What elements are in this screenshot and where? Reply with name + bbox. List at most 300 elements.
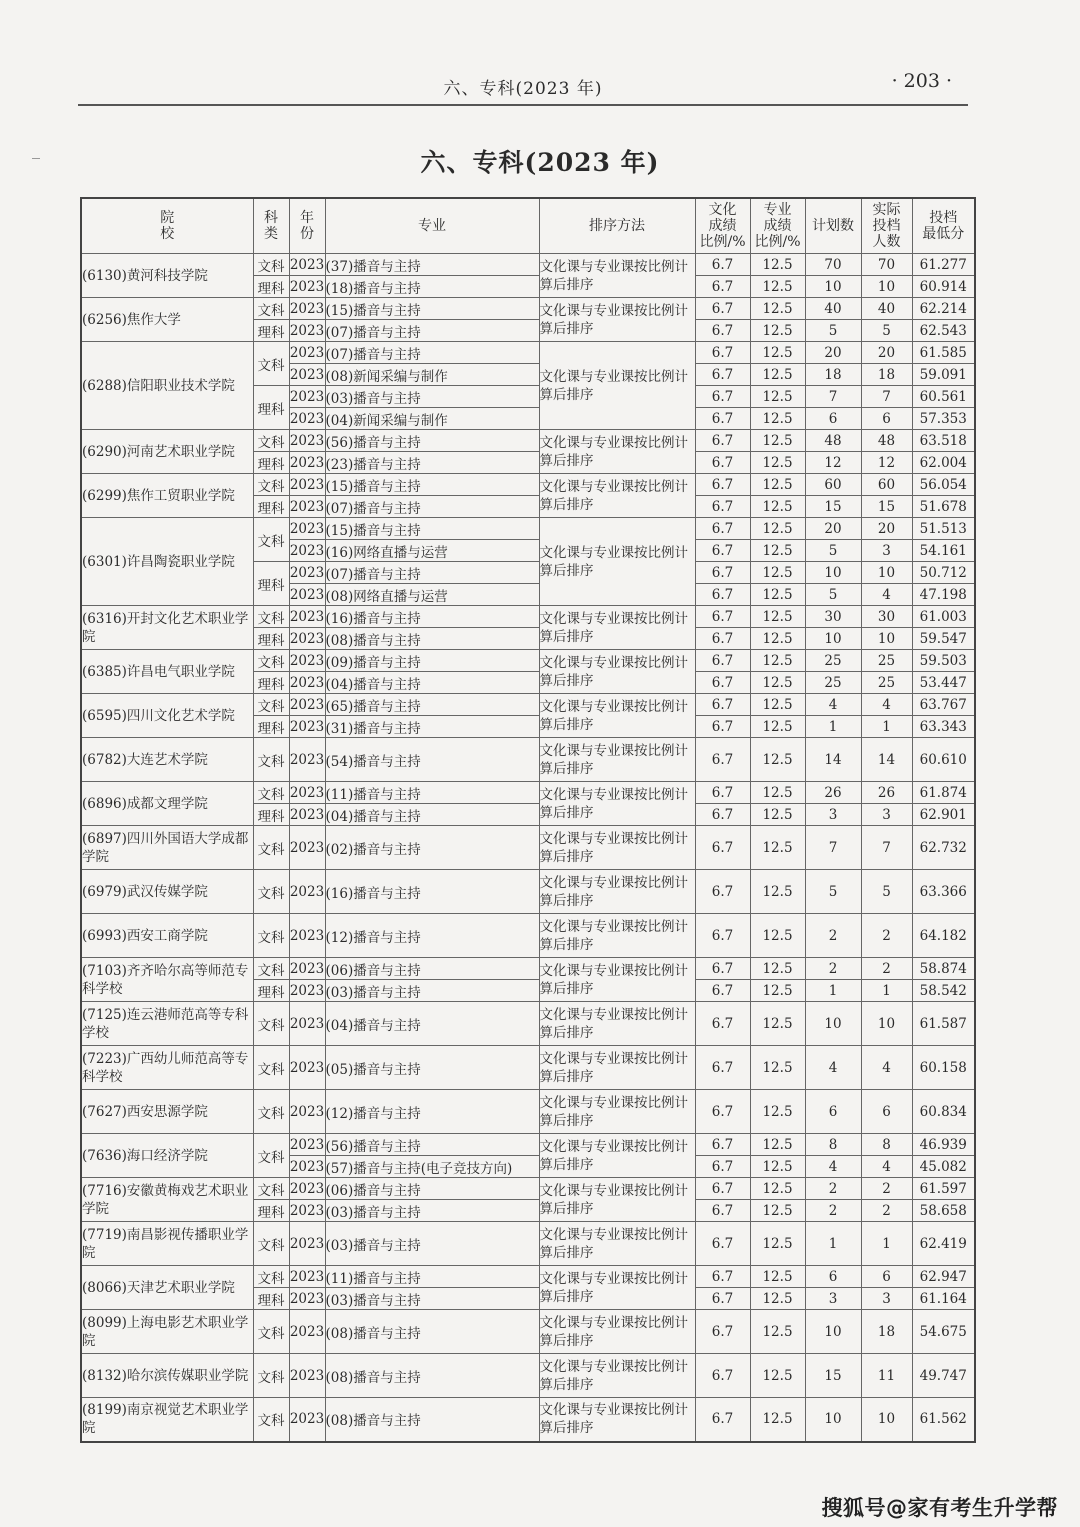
plan-count-cell: 1 bbox=[805, 716, 861, 738]
table-row bbox=[81, 518, 975, 540]
major-ratio-cell: 12.5 bbox=[750, 562, 805, 584]
major-cell: (16)播音与主持 bbox=[325, 606, 539, 628]
culture-ratio-cell: 6.7 bbox=[695, 320, 750, 342]
major-ratio-cell: 12.5 bbox=[750, 474, 805, 496]
school-cell: (7719)南昌影视传播职业学院 bbox=[81, 1222, 253, 1266]
category-cell: 文科 bbox=[253, 1134, 289, 1178]
min-score-cell: 60.158 bbox=[912, 1046, 975, 1090]
enrolled-count-cell: 6 bbox=[861, 1090, 912, 1134]
plan-count-cell: 3 bbox=[805, 1288, 861, 1310]
plan-count-cell: 30 bbox=[805, 606, 861, 628]
plan-count-cell: 3 bbox=[805, 804, 861, 826]
enrolled-count-cell: 1 bbox=[861, 980, 912, 1002]
culture-ratio-cell: 6.7 bbox=[695, 408, 750, 430]
enrolled-count-cell: 3 bbox=[861, 1288, 912, 1310]
enrolled-count-cell: 2 bbox=[861, 958, 912, 980]
major-ratio-cell: 12.5 bbox=[750, 782, 805, 804]
major-cell: (05)播音与主持 bbox=[325, 1046, 539, 1090]
table-row bbox=[81, 342, 975, 364]
plan-count-cell: 10 bbox=[805, 276, 861, 298]
method-cell: 文化课与专业课按比例计算后排序 bbox=[539, 474, 695, 518]
major-ratio-cell: 12.5 bbox=[750, 980, 805, 1002]
culture-ratio-cell: 6.7 bbox=[695, 1156, 750, 1178]
year-cell: 2023 bbox=[289, 606, 325, 628]
school-cell: (7627)西安思源学院 bbox=[81, 1090, 253, 1134]
min-score-cell: 62.214 bbox=[912, 298, 975, 320]
category-cell: 文科 bbox=[253, 738, 289, 782]
school-cell: (6385)许昌电气职业学院 bbox=[81, 650, 253, 694]
min-score-cell: 56.054 bbox=[912, 474, 975, 496]
culture-ratio-cell: 6.7 bbox=[695, 298, 750, 320]
min-score-cell: 51.513 bbox=[912, 518, 975, 540]
year-cell: 2023 bbox=[289, 694, 325, 716]
major-cell: (03)播音与主持 bbox=[325, 980, 539, 1002]
culture-ratio-cell: 6.7 bbox=[695, 1200, 750, 1222]
enrolled-count-cell: 6 bbox=[861, 1266, 912, 1288]
major-ratio-cell: 12.5 bbox=[750, 1266, 805, 1288]
major-cell: (12)播音与主持 bbox=[325, 1090, 539, 1134]
min-score-cell: 62.543 bbox=[912, 320, 975, 342]
enrolled-count-cell: 10 bbox=[861, 628, 912, 650]
culture-ratio-cell: 6.7 bbox=[695, 716, 750, 738]
enrolled-count-cell: 15 bbox=[861, 496, 912, 518]
school-cell: (7223)广西幼儿师范高等专科学校 bbox=[81, 1046, 253, 1090]
culture-ratio-cell: 6.7 bbox=[695, 496, 750, 518]
school-cell: (6299)焦作工贸职业学院 bbox=[81, 474, 253, 518]
culture-ratio-cell: 6.7 bbox=[695, 1310, 750, 1354]
enrolled-count-cell: 10 bbox=[861, 562, 912, 584]
major-cell: (23)播音与主持 bbox=[325, 452, 539, 474]
min-score-cell: 63.343 bbox=[912, 716, 975, 738]
method-cell: 文化课与专业课按比例计算后排序 bbox=[539, 1002, 695, 1046]
table-row bbox=[81, 606, 975, 628]
major-ratio-cell: 12.5 bbox=[750, 496, 805, 518]
method-cell: 文化课与专业课按比例计算后排序 bbox=[539, 254, 695, 298]
major-ratio-cell: 12.5 bbox=[750, 452, 805, 474]
enrolled-count-cell: 26 bbox=[861, 782, 912, 804]
method-cell: 文化课与专业课按比例计算后排序 bbox=[539, 1134, 695, 1178]
major-cell: (07)播音与主持 bbox=[325, 496, 539, 518]
culture-ratio-cell: 6.7 bbox=[695, 914, 750, 958]
table-row bbox=[81, 650, 975, 672]
major-ratio-cell: 12.5 bbox=[750, 914, 805, 958]
min-score-cell: 59.503 bbox=[912, 650, 975, 672]
year-cell: 2023 bbox=[289, 1046, 325, 1090]
table-row bbox=[81, 738, 975, 782]
major-ratio-cell: 12.5 bbox=[750, 1288, 805, 1310]
enrolled-count-cell: 2 bbox=[861, 1178, 912, 1200]
enrolled-count-cell: 3 bbox=[861, 804, 912, 826]
plan-count-cell: 10 bbox=[805, 1398, 861, 1442]
culture-ratio-cell: 6.7 bbox=[695, 1266, 750, 1288]
year-cell: 2023 bbox=[289, 584, 325, 606]
year-cell: 2023 bbox=[289, 276, 325, 298]
major-cell: (15)播音与主持 bbox=[325, 474, 539, 496]
enrolled-count-cell: 7 bbox=[861, 826, 912, 870]
school-cell: (6782)大连艺术学院 bbox=[81, 738, 253, 782]
page-title: 六、专科(2023 年) bbox=[420, 148, 660, 177]
running-title: 六、专科(2023 年) bbox=[443, 79, 603, 99]
culture-ratio-cell: 6.7 bbox=[695, 628, 750, 650]
year-cell: 2023 bbox=[289, 1222, 325, 1266]
major-cell: (37)播音与主持 bbox=[325, 254, 539, 276]
culture-ratio-cell: 6.7 bbox=[695, 1354, 750, 1398]
major-ratio-cell: 12.5 bbox=[750, 1134, 805, 1156]
col-header: 年 份 bbox=[289, 198, 325, 254]
min-score-cell: 61.277 bbox=[912, 254, 975, 276]
year-cell: 2023 bbox=[289, 518, 325, 540]
table-row bbox=[81, 826, 975, 870]
year-cell: 2023 bbox=[289, 474, 325, 496]
enrolled-count-cell: 7 bbox=[861, 386, 912, 408]
plan-count-cell: 7 bbox=[805, 826, 861, 870]
year-cell: 2023 bbox=[289, 1178, 325, 1200]
culture-ratio-cell: 6.7 bbox=[695, 1222, 750, 1266]
plan-count-cell: 60 bbox=[805, 474, 861, 496]
enrolled-count-cell: 1 bbox=[861, 716, 912, 738]
min-score-cell: 62.947 bbox=[912, 1266, 975, 1288]
plan-count-cell: 10 bbox=[805, 562, 861, 584]
year-cell: 2023 bbox=[289, 452, 325, 474]
category-cell: 理科 bbox=[253, 496, 289, 518]
culture-ratio-cell: 6.7 bbox=[695, 1134, 750, 1156]
running-header bbox=[78, 66, 968, 106]
category-cell: 文科 bbox=[253, 782, 289, 804]
table-row bbox=[81, 1090, 975, 1134]
year-cell: 2023 bbox=[289, 1398, 325, 1442]
min-score-cell: 62.732 bbox=[912, 826, 975, 870]
major-cell: (07)播音与主持 bbox=[325, 562, 539, 584]
culture-ratio-cell: 6.7 bbox=[695, 672, 750, 694]
year-cell: 2023 bbox=[289, 386, 325, 408]
year-cell: 2023 bbox=[289, 716, 325, 738]
plan-count-cell: 40 bbox=[805, 298, 861, 320]
culture-ratio-cell: 6.7 bbox=[695, 518, 750, 540]
min-score-cell: 62.419 bbox=[912, 1222, 975, 1266]
year-cell: 2023 bbox=[289, 914, 325, 958]
min-score-cell: 60.834 bbox=[912, 1090, 975, 1134]
min-score-cell: 61.597 bbox=[912, 1178, 975, 1200]
culture-ratio-cell: 6.7 bbox=[695, 1090, 750, 1134]
plan-count-cell: 4 bbox=[805, 1046, 861, 1090]
major-ratio-cell: 12.5 bbox=[750, 870, 805, 914]
category-cell: 文科 bbox=[253, 1090, 289, 1134]
culture-ratio-cell: 6.7 bbox=[695, 650, 750, 672]
method-cell: 文化课与专业课按比例计算后排序 bbox=[539, 694, 695, 738]
year-cell: 2023 bbox=[289, 1002, 325, 1046]
category-cell: 文科 bbox=[253, 914, 289, 958]
min-score-cell: 64.182 bbox=[912, 914, 975, 958]
method-cell: 文化课与专业课按比例计算后排序 bbox=[539, 1090, 695, 1134]
major-ratio-cell: 12.5 bbox=[750, 1090, 805, 1134]
plan-count-cell: 15 bbox=[805, 496, 861, 518]
major-cell: (08)新闻采编与制作 bbox=[325, 364, 539, 386]
year-cell: 2023 bbox=[289, 1266, 325, 1288]
enrolled-count-cell: 5 bbox=[861, 320, 912, 342]
culture-ratio-cell: 6.7 bbox=[695, 782, 750, 804]
min-score-cell: 59.091 bbox=[912, 364, 975, 386]
method-cell: 文化课与专业课按比例计算后排序 bbox=[539, 606, 695, 650]
footer-watermark: 搜狐号@家有考生升学帮 bbox=[821, 1496, 1058, 1520]
year-cell: 2023 bbox=[289, 540, 325, 562]
category-cell: 文科 bbox=[253, 1178, 289, 1200]
category-cell: 文科 bbox=[253, 430, 289, 452]
major-cell: (03)播音与主持 bbox=[325, 1200, 539, 1222]
table-row bbox=[81, 298, 975, 320]
category-cell: 文科 bbox=[253, 342, 289, 386]
table-row bbox=[81, 1354, 975, 1398]
major-cell: (07)播音与主持 bbox=[325, 320, 539, 342]
plan-count-cell: 2 bbox=[805, 1178, 861, 1200]
year-cell: 2023 bbox=[289, 628, 325, 650]
category-cell: 文科 bbox=[253, 298, 289, 320]
col-header: 实际 投档 人数 bbox=[861, 198, 912, 254]
plan-count-cell: 26 bbox=[805, 782, 861, 804]
category-cell: 文科 bbox=[253, 1354, 289, 1398]
major-ratio-cell: 12.5 bbox=[750, 1222, 805, 1266]
culture-ratio-cell: 6.7 bbox=[695, 804, 750, 826]
major-ratio-cell: 12.5 bbox=[750, 716, 805, 738]
col-header: 文化 成绩 比例/% bbox=[695, 198, 750, 254]
method-cell: 文化课与专业课按比例计算后排序 bbox=[539, 1046, 695, 1090]
year-cell: 2023 bbox=[289, 1090, 325, 1134]
major-cell: (56)播音与主持 bbox=[325, 430, 539, 452]
major-cell: (08)播音与主持 bbox=[325, 628, 539, 650]
school-cell: (6595)四川文化艺术学院 bbox=[81, 694, 253, 738]
method-cell: 文化课与专业课按比例计算后排序 bbox=[539, 430, 695, 474]
year-cell: 2023 bbox=[289, 1200, 325, 1222]
year-cell: 2023 bbox=[289, 1354, 325, 1398]
culture-ratio-cell: 6.7 bbox=[695, 452, 750, 474]
method-cell: 文化课与专业课按比例计算后排序 bbox=[539, 782, 695, 826]
enrolled-count-cell: 4 bbox=[861, 1156, 912, 1178]
category-cell: 文科 bbox=[253, 518, 289, 562]
min-score-cell: 62.004 bbox=[912, 452, 975, 474]
year-cell: 2023 bbox=[289, 1288, 325, 1310]
method-cell: 文化课与专业课按比例计算后排序 bbox=[539, 1398, 695, 1442]
culture-ratio-cell: 6.7 bbox=[695, 364, 750, 386]
method-cell: 文化课与专业课按比例计算后排序 bbox=[539, 342, 695, 430]
min-score-cell: 46.939 bbox=[912, 1134, 975, 1156]
year-cell: 2023 bbox=[289, 650, 325, 672]
min-score-cell: 50.712 bbox=[912, 562, 975, 584]
category-cell: 文科 bbox=[253, 826, 289, 870]
school-cell: (6256)焦作大学 bbox=[81, 298, 253, 342]
enrolled-count-cell: 2 bbox=[861, 914, 912, 958]
category-cell: 文科 bbox=[253, 1002, 289, 1046]
major-ratio-cell: 12.5 bbox=[750, 408, 805, 430]
method-cell: 文化课与专业课按比例计算后排序 bbox=[539, 1222, 695, 1266]
category-cell: 理科 bbox=[253, 804, 289, 826]
major-ratio-cell: 12.5 bbox=[750, 672, 805, 694]
plan-count-cell: 20 bbox=[805, 518, 861, 540]
major-ratio-cell: 12.5 bbox=[750, 254, 805, 276]
major-cell: (56)播音与主持 bbox=[325, 1134, 539, 1156]
category-cell: 理科 bbox=[253, 1200, 289, 1222]
enrolled-count-cell: 18 bbox=[861, 1310, 912, 1354]
culture-ratio-cell: 6.7 bbox=[695, 1046, 750, 1090]
major-cell: (04)播音与主持 bbox=[325, 804, 539, 826]
plan-count-cell: 5 bbox=[805, 540, 861, 562]
min-score-cell: 60.561 bbox=[912, 386, 975, 408]
year-cell: 2023 bbox=[289, 826, 325, 870]
major-cell: (18)播音与主持 bbox=[325, 276, 539, 298]
category-cell: 文科 bbox=[253, 1222, 289, 1266]
category-cell: 理科 bbox=[253, 276, 289, 298]
major-cell: (15)播音与主持 bbox=[325, 298, 539, 320]
year-cell: 2023 bbox=[289, 804, 325, 826]
year-cell: 2023 bbox=[289, 870, 325, 914]
major-ratio-cell: 12.5 bbox=[750, 650, 805, 672]
plan-count-cell: 14 bbox=[805, 738, 861, 782]
min-score-cell: 54.675 bbox=[912, 1310, 975, 1354]
plan-count-cell: 6 bbox=[805, 1266, 861, 1288]
min-score-cell: 61.164 bbox=[912, 1288, 975, 1310]
category-cell: 文科 bbox=[253, 254, 289, 276]
min-score-cell: 60.610 bbox=[912, 738, 975, 782]
enrolled-count-cell: 1 bbox=[861, 1222, 912, 1266]
category-cell: 文科 bbox=[253, 606, 289, 628]
major-cell: (57)播音与主持(电子竞技方向) bbox=[325, 1156, 539, 1178]
plan-count-cell: 18 bbox=[805, 364, 861, 386]
min-score-cell: 63.767 bbox=[912, 694, 975, 716]
enrolled-count-cell: 12 bbox=[861, 452, 912, 474]
year-cell: 2023 bbox=[289, 254, 325, 276]
major-cell: (03)播音与主持 bbox=[325, 1222, 539, 1266]
min-score-cell: 62.901 bbox=[912, 804, 975, 826]
plan-count-cell: 2 bbox=[805, 958, 861, 980]
plan-count-cell: 10 bbox=[805, 1002, 861, 1046]
method-cell: 文化课与专业课按比例计算后排序 bbox=[539, 914, 695, 958]
enrolled-count-cell: 25 bbox=[861, 650, 912, 672]
min-score-cell: 61.003 bbox=[912, 606, 975, 628]
culture-ratio-cell: 6.7 bbox=[695, 474, 750, 496]
year-cell: 2023 bbox=[289, 782, 325, 804]
page-number: · 203 · bbox=[891, 70, 952, 92]
major-cell: (08)网络直播与运营 bbox=[325, 584, 539, 606]
category-cell: 理科 bbox=[253, 562, 289, 606]
table-row bbox=[81, 1134, 975, 1156]
school-cell: (7716)安徽黄梅戏艺术职业学院 bbox=[81, 1178, 253, 1222]
enrolled-count-cell: 25 bbox=[861, 672, 912, 694]
enrolled-count-cell: 10 bbox=[861, 276, 912, 298]
enrolled-count-cell: 8 bbox=[861, 1134, 912, 1156]
year-cell: 2023 bbox=[289, 1156, 325, 1178]
min-score-cell: 61.585 bbox=[912, 342, 975, 364]
col-header: 专业 bbox=[325, 198, 539, 254]
enrolled-count-cell: 20 bbox=[861, 518, 912, 540]
culture-ratio-cell: 6.7 bbox=[695, 980, 750, 1002]
culture-ratio-cell: 6.7 bbox=[695, 1398, 750, 1442]
major-cell: (04)播音与主持 bbox=[325, 672, 539, 694]
major-cell: (06)播音与主持 bbox=[325, 1178, 539, 1200]
culture-ratio-cell: 6.7 bbox=[695, 694, 750, 716]
culture-ratio-cell: 6.7 bbox=[695, 870, 750, 914]
category-cell: 文科 bbox=[253, 958, 289, 980]
culture-ratio-cell: 6.7 bbox=[695, 1002, 750, 1046]
year-cell: 2023 bbox=[289, 298, 325, 320]
method-cell: 文化课与专业课按比例计算后排序 bbox=[539, 298, 695, 342]
category-cell: 理科 bbox=[253, 386, 289, 430]
major-cell: (11)播音与主持 bbox=[325, 782, 539, 804]
min-score-cell: 58.658 bbox=[912, 1200, 975, 1222]
min-score-cell: 61.874 bbox=[912, 782, 975, 804]
school-cell: (8132)哈尔滨传媒职业学院 bbox=[81, 1354, 253, 1398]
major-cell: (02)播音与主持 bbox=[325, 826, 539, 870]
culture-ratio-cell: 6.7 bbox=[695, 584, 750, 606]
table-row bbox=[81, 430, 975, 452]
enrolled-count-cell: 4 bbox=[861, 1046, 912, 1090]
enrolled-count-cell: 20 bbox=[861, 342, 912, 364]
method-cell: 文化课与专业课按比例计算后排序 bbox=[539, 738, 695, 782]
major-ratio-cell: 12.5 bbox=[750, 364, 805, 386]
method-cell: 文化课与专业课按比例计算后排序 bbox=[539, 1310, 695, 1354]
school-cell: (7125)连云港师范高等专科学校 bbox=[81, 1002, 253, 1046]
min-score-cell: 51.678 bbox=[912, 496, 975, 518]
school-cell: (6993)西安工商学院 bbox=[81, 914, 253, 958]
plan-count-cell: 12 bbox=[805, 452, 861, 474]
plan-count-cell: 10 bbox=[805, 628, 861, 650]
category-cell: 文科 bbox=[253, 1266, 289, 1288]
school-cell: (6288)信阳职业技术学院 bbox=[81, 342, 253, 430]
major-ratio-cell: 12.5 bbox=[750, 804, 805, 826]
plan-count-cell: 6 bbox=[805, 1090, 861, 1134]
culture-ratio-cell: 6.7 bbox=[695, 342, 750, 364]
category-cell: 理科 bbox=[253, 1288, 289, 1310]
major-cell: (08)播音与主持 bbox=[325, 1354, 539, 1398]
enrolled-count-cell: 48 bbox=[861, 430, 912, 452]
min-score-cell: 60.914 bbox=[912, 276, 975, 298]
school-cell: (6130)黄河科技学院 bbox=[81, 254, 253, 298]
year-cell: 2023 bbox=[289, 364, 325, 386]
major-ratio-cell: 12.5 bbox=[750, 1156, 805, 1178]
major-cell: (07)播音与主持 bbox=[325, 342, 539, 364]
table-row bbox=[81, 782, 975, 804]
major-ratio-cell: 12.5 bbox=[750, 430, 805, 452]
school-cell: (6979)武汉传媒学院 bbox=[81, 870, 253, 914]
major-ratio-cell: 12.5 bbox=[750, 276, 805, 298]
enrolled-count-cell: 4 bbox=[861, 694, 912, 716]
major-cell: (16)网络直播与运营 bbox=[325, 540, 539, 562]
culture-ratio-cell: 6.7 bbox=[695, 254, 750, 276]
enrolled-count-cell: 40 bbox=[861, 298, 912, 320]
col-header: 投档 最低分 bbox=[912, 198, 975, 254]
table-row bbox=[81, 1398, 975, 1442]
major-ratio-cell: 12.5 bbox=[750, 1046, 805, 1090]
plan-count-cell: 10 bbox=[805, 1310, 861, 1354]
major-ratio-cell: 12.5 bbox=[750, 320, 805, 342]
plan-count-cell: 20 bbox=[805, 342, 861, 364]
major-cell: (16)播音与主持 bbox=[325, 870, 539, 914]
category-cell: 文科 bbox=[253, 1398, 289, 1442]
culture-ratio-cell: 6.7 bbox=[695, 430, 750, 452]
col-header: 排序方法 bbox=[539, 198, 695, 254]
culture-ratio-cell: 6.7 bbox=[695, 826, 750, 870]
category-cell: 文科 bbox=[253, 1310, 289, 1354]
table-row bbox=[81, 870, 975, 914]
enrolled-count-cell: 3 bbox=[861, 540, 912, 562]
min-score-cell: 53.447 bbox=[912, 672, 975, 694]
year-cell: 2023 bbox=[289, 958, 325, 980]
major-cell: (31)播音与主持 bbox=[325, 716, 539, 738]
major-ratio-cell: 12.5 bbox=[750, 738, 805, 782]
major-ratio-cell: 12.5 bbox=[750, 1398, 805, 1442]
culture-ratio-cell: 6.7 bbox=[695, 1178, 750, 1200]
major-ratio-cell: 12.5 bbox=[750, 518, 805, 540]
min-score-cell: 59.547 bbox=[912, 628, 975, 650]
culture-ratio-cell: 6.7 bbox=[695, 540, 750, 562]
plan-count-cell: 1 bbox=[805, 980, 861, 1002]
